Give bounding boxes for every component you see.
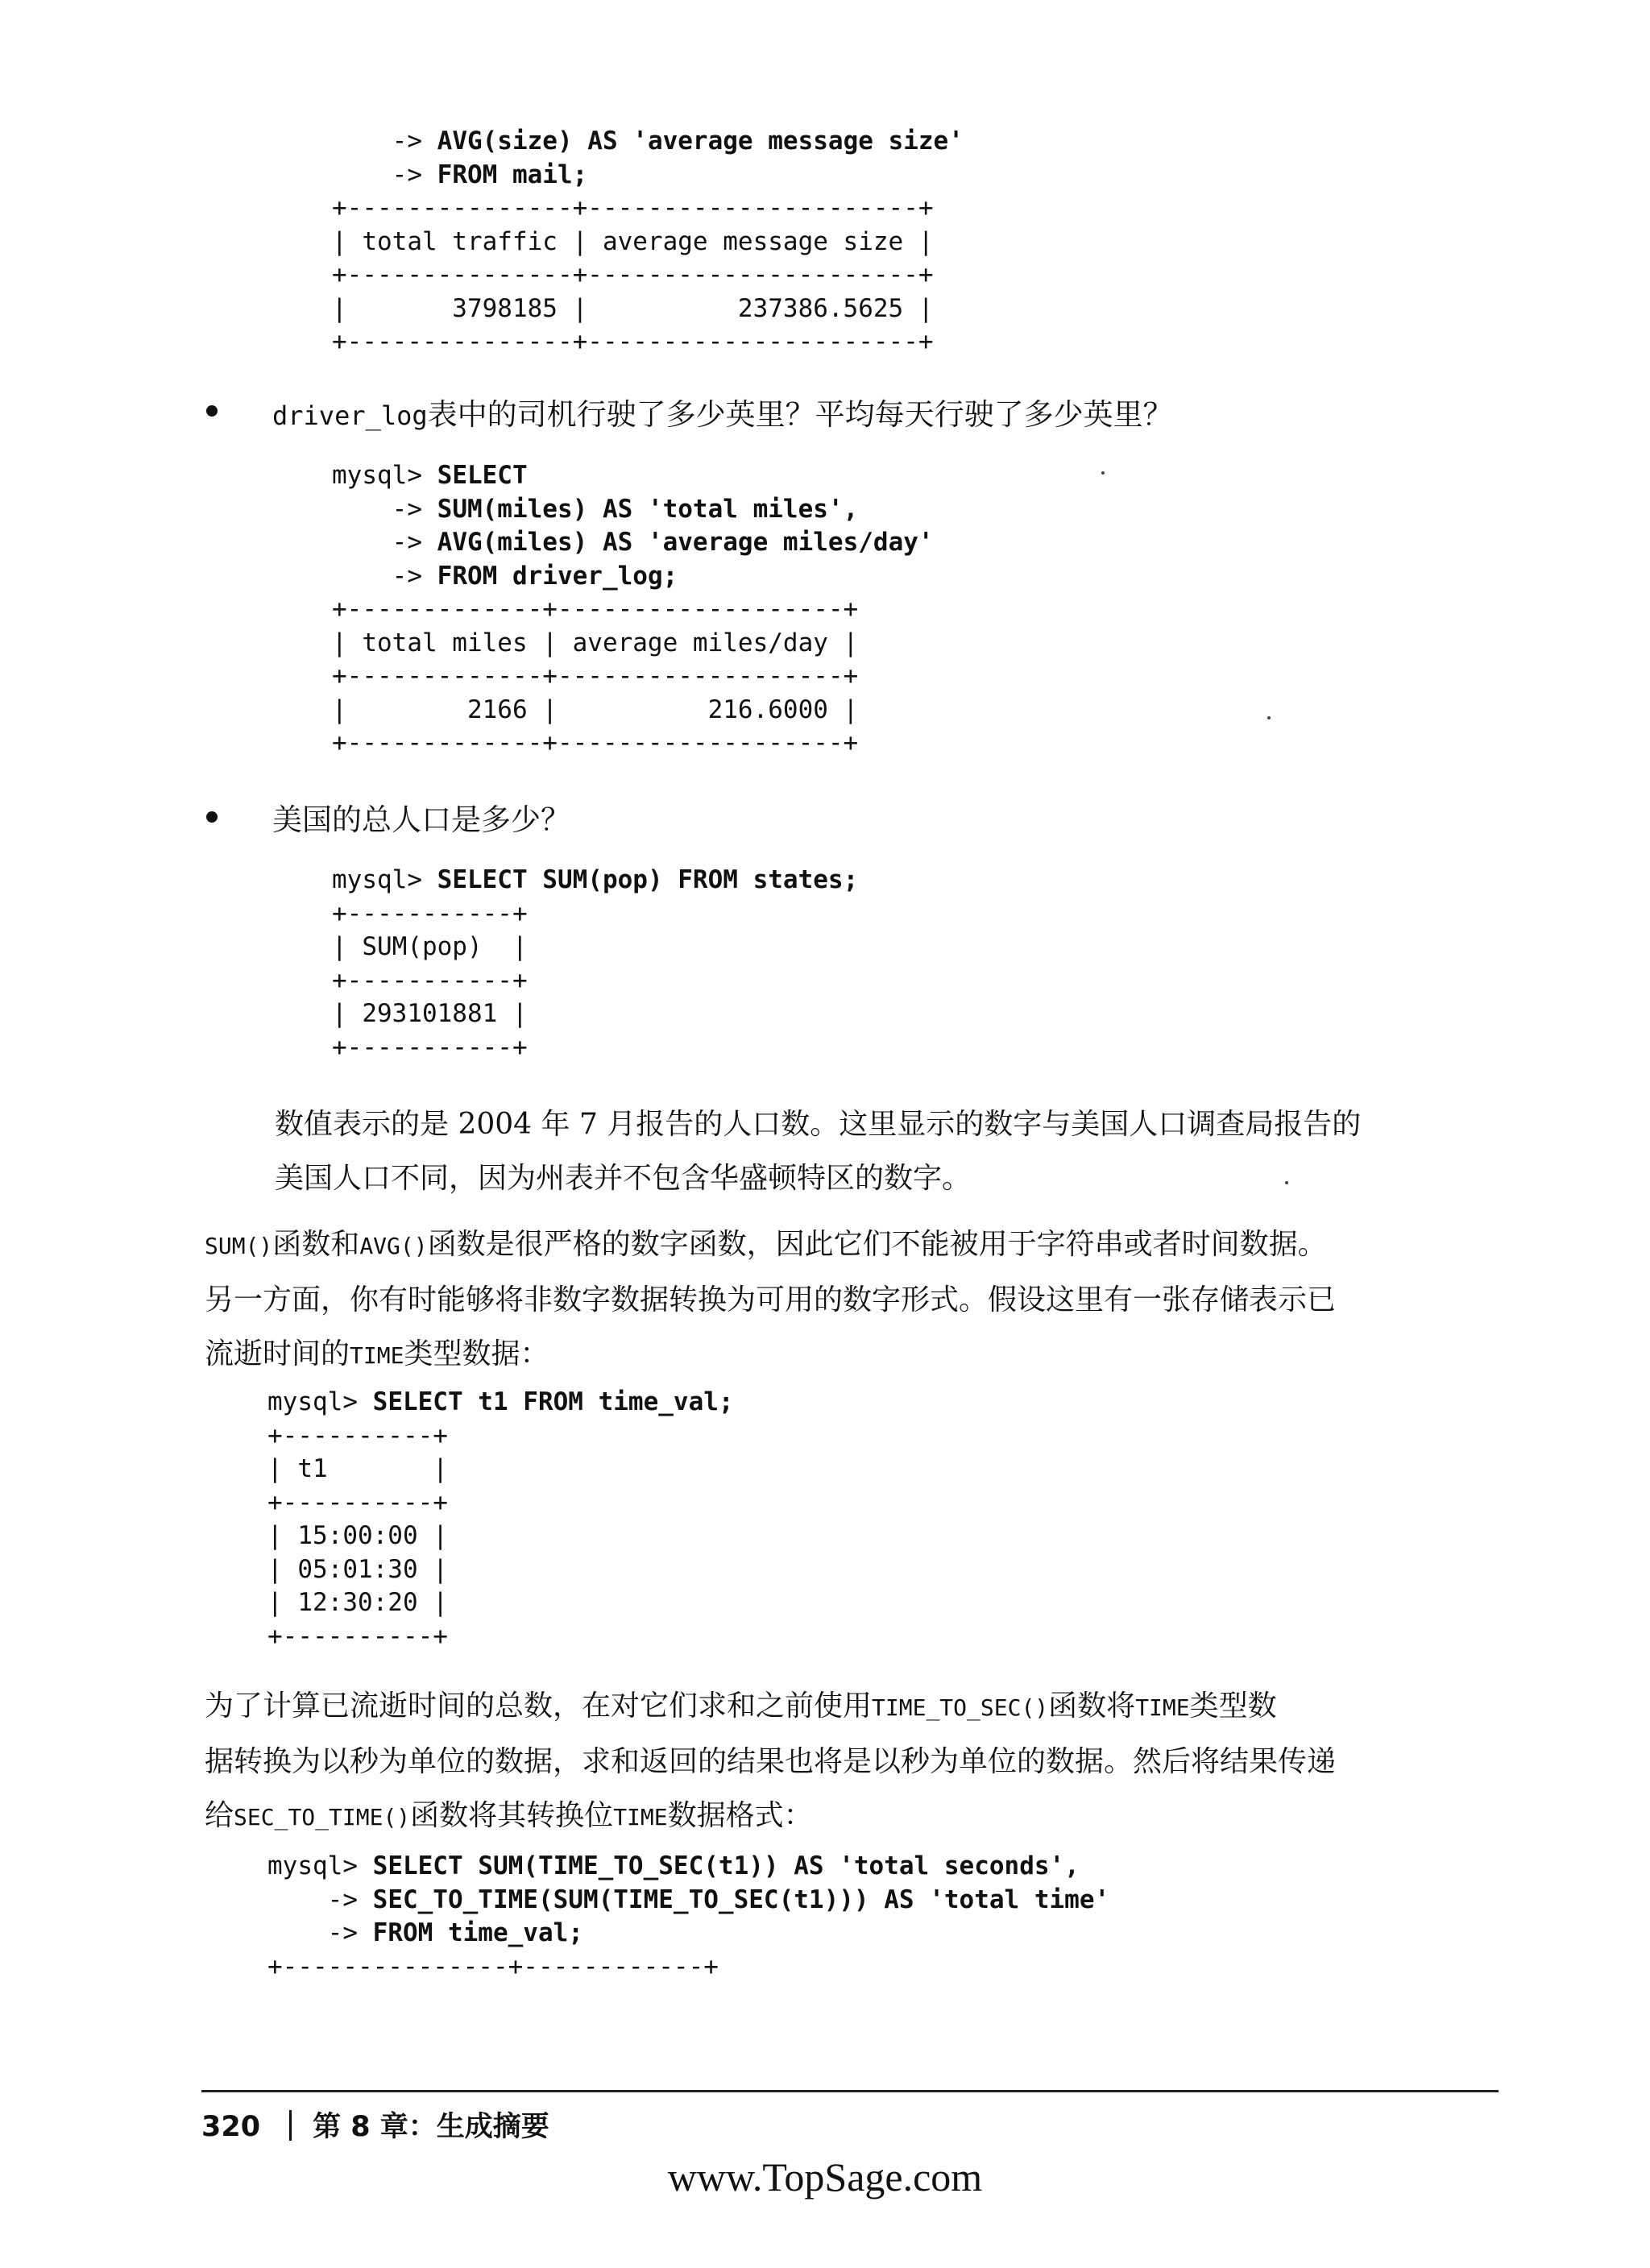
inline-code-sum: SUM() — [205, 1233, 273, 1259]
scan-speck — [1285, 1181, 1288, 1184]
code-line — [267, 1586, 734, 1620]
code-line — [332, 292, 964, 326]
code-line — [332, 125, 964, 159]
bullet-question-text: 美国的总人口是多少？ — [272, 802, 570, 837]
code-line — [332, 898, 858, 931]
para2-text: 函数将其转换位 — [410, 1799, 614, 1832]
para2-text: 函数将 — [1048, 1690, 1136, 1723]
code-line — [332, 192, 964, 226]
bullet-marker — [206, 405, 218, 417]
footer-rule — [201, 2090, 1499, 2092]
code-line — [332, 660, 934, 694]
inline-code-time: TIME — [350, 1342, 404, 1369]
code-line — [332, 1031, 858, 1065]
bullet-question-text: 表中的司机行驶了多少英里？平均每天行驶了多少英里？ — [427, 397, 1173, 432]
watermark-url: www.TopSage.com — [667, 2154, 983, 2200]
page-number: 320 — [201, 2111, 261, 2143]
para1-line-2: 另一方面，你有时能够将非数字数据转换为可用的数字形式。假设这里有一张存储表示已 — [205, 1283, 1337, 1316]
paragraph-time-conversion — [205, 1679, 1502, 1844]
code-line-text: +-------------+-------------------+ — [332, 661, 859, 690]
code-line-sql: SELECT t1 FROM time_val; — [372, 1387, 734, 1416]
para1-line-1 — [205, 1217, 1502, 1273]
code-line-text: +---------------+----------------------+ — [332, 260, 934, 289]
code-line — [267, 1553, 734, 1587]
paragraph-numeric-functions — [205, 1217, 1502, 1383]
code-block-driver-log — [332, 459, 934, 761]
code-line-text: | total traffic | average message size | — [332, 226, 934, 256]
code-line — [332, 931, 858, 964]
code-line — [332, 493, 934, 527]
code-line-text: | 15:00:00 | — [267, 1521, 448, 1550]
code-line — [332, 593, 934, 627]
code-line — [267, 1917, 1109, 1951]
code-block-total-time — [267, 1850, 1109, 1984]
population-note — [275, 1097, 1499, 1205]
inline-code-time-to-sec: TIME_TO_SEC() — [872, 1694, 1049, 1721]
code-line-sql: SELECT SUM(pop) FROM states; — [437, 865, 859, 894]
para2-line-2: 据转换为以秒为单位的数据，求和返回的结果也将是以秒为单位的数据。然后将结果传递 — [205, 1745, 1337, 1778]
code-line-text: -> — [267, 1918, 373, 1947]
code-line-text: | 05:01:30 | — [267, 1554, 448, 1584]
code-line — [267, 1386, 734, 1420]
code-line — [332, 997, 858, 1031]
note-line-2: 美国人口不同，因为州表并不包含华盛顿特区的数字。 — [275, 1162, 972, 1195]
para1-text: 函数和 — [272, 1228, 360, 1261]
code-line-sql: SEC_TO_TIME(SUM(TIME_TO_SEC(t1))) AS 'total time' — [372, 1884, 1110, 1914]
code-line — [332, 459, 934, 493]
code-line-text: | 2166 | 216.6000 | — [332, 694, 859, 724]
code-line-text: -> — [332, 126, 437, 155]
para2-text: 为了计算已流逝时间的总数，在对它们求和之前使用 — [205, 1690, 873, 1723]
para1-text: 函数是很严格的数字函数，因此它们不能被用于字符串或者时间数据。 — [427, 1228, 1327, 1261]
page-footer — [201, 2104, 549, 2145]
inline-code-driver-log: driver_log — [272, 400, 428, 431]
code-line-text: -> — [332, 494, 437, 524]
code-line — [332, 864, 858, 898]
code-block-mail-summary — [332, 125, 964, 359]
para2-line-1 — [205, 1679, 1502, 1735]
code-line-sql: FROM driver_log; — [437, 561, 678, 591]
inline-code-time: TIME — [613, 1804, 668, 1831]
code-line — [332, 226, 964, 259]
code-line-sql: SELECT SUM(TIME_TO_SEC(t1)) AS 'total seconds', — [372, 1851, 1080, 1880]
code-line-text: +-----------+ — [332, 898, 528, 928]
bullet-marker — [206, 811, 218, 823]
code-line — [332, 325, 964, 359]
code-line-text: | 12:30:20 | — [267, 1588, 448, 1617]
code-line-text: +---------------+------------+ — [267, 1951, 719, 1981]
code-line-text: +----------+ — [267, 1487, 448, 1517]
bullet-question-population — [272, 795, 570, 839]
code-line — [267, 1850, 1109, 1884]
bullet-question-driver-miles — [272, 390, 1173, 433]
code-line-text: mysql> — [267, 1387, 373, 1416]
scan-speck — [1101, 471, 1105, 475]
code-line-text: +-----------+ — [332, 1032, 528, 1062]
para1-text: 流逝时间的 — [205, 1337, 350, 1370]
para2-text: 数据格式： — [667, 1799, 813, 1832]
chapter-title: 第 8 章：生成摘要 — [313, 2111, 549, 2143]
code-line-text: -> — [332, 160, 437, 189]
footer-separator — [289, 2110, 292, 2141]
para2-line-3 — [205, 1789, 1502, 1844]
para2-text: 类型数 — [1189, 1690, 1277, 1723]
para2-text: 给 — [205, 1799, 234, 1832]
code-line-text: | 293101881 | — [332, 999, 528, 1028]
code-line-sql: SUM(miles) AS 'total miles', — [437, 494, 859, 524]
code-line — [267, 1620, 734, 1654]
code-line — [332, 627, 934, 661]
code-line — [332, 964, 858, 998]
code-line — [332, 159, 964, 193]
code-line-text: mysql> — [332, 461, 437, 490]
code-line-text: -> — [267, 1884, 373, 1914]
note-line-1: 数值表示的是 2004 年 7 月报告的人口数。这里显示的数字与美国人口调查局报告的 — [275, 1108, 1362, 1141]
code-line-text: +-------------+-------------------+ — [332, 728, 859, 757]
code-line — [332, 694, 934, 728]
code-line-text: +----------+ — [267, 1621, 448, 1651]
code-line-sql: AVG(size) AS 'average message size' — [437, 126, 964, 155]
scan-speck — [1267, 716, 1271, 719]
code-line-text: +----------+ — [267, 1420, 448, 1450]
code-block-time-val — [267, 1386, 734, 1653]
code-line — [267, 1884, 1109, 1918]
code-line-text: | total miles | average miles/day | — [332, 628, 859, 657]
code-line-text: +---------------+----------------------+ — [332, 193, 934, 222]
code-line — [332, 727, 934, 761]
inline-code-time: TIME — [1135, 1694, 1190, 1721]
code-line-sql: FROM time_val; — [372, 1918, 583, 1947]
code-line — [267, 1420, 734, 1453]
code-line-sql: SELECT — [437, 461, 528, 490]
code-line-text: | 3798185 | 237386.5625 | — [332, 293, 934, 323]
para1-text: 类型数据： — [404, 1337, 549, 1370]
code-line-text: mysql> — [332, 865, 437, 894]
code-line-text: mysql> — [267, 1851, 373, 1880]
code-line-text: +-------------+-------------------+ — [332, 595, 859, 624]
code-line-text: +---------------+----------------------+ — [332, 327, 934, 356]
code-line — [267, 1453, 734, 1486]
code-line-text: | t1 | — [267, 1454, 448, 1483]
code-line-sql: AVG(miles) AS 'average miles/day' — [437, 528, 934, 557]
code-line — [332, 560, 934, 594]
code-line — [267, 1951, 1109, 1984]
code-line — [267, 1520, 734, 1553]
code-line-text: +-----------+ — [332, 965, 528, 995]
inline-code-avg: AVG() — [359, 1233, 428, 1259]
code-line-text: | SUM(pop) | — [332, 932, 528, 961]
code-line-text: -> — [332, 561, 437, 591]
para1-line-3 — [205, 1327, 1502, 1383]
inline-code-sec-to-time: SEC_TO_TIME() — [234, 1804, 411, 1831]
code-block-states-pop — [332, 864, 858, 1064]
code-line — [332, 259, 964, 292]
code-line — [332, 526, 934, 560]
code-line — [267, 1486, 734, 1520]
code-line-text: -> — [332, 528, 437, 557]
code-line-sql: FROM mail; — [437, 160, 588, 189]
